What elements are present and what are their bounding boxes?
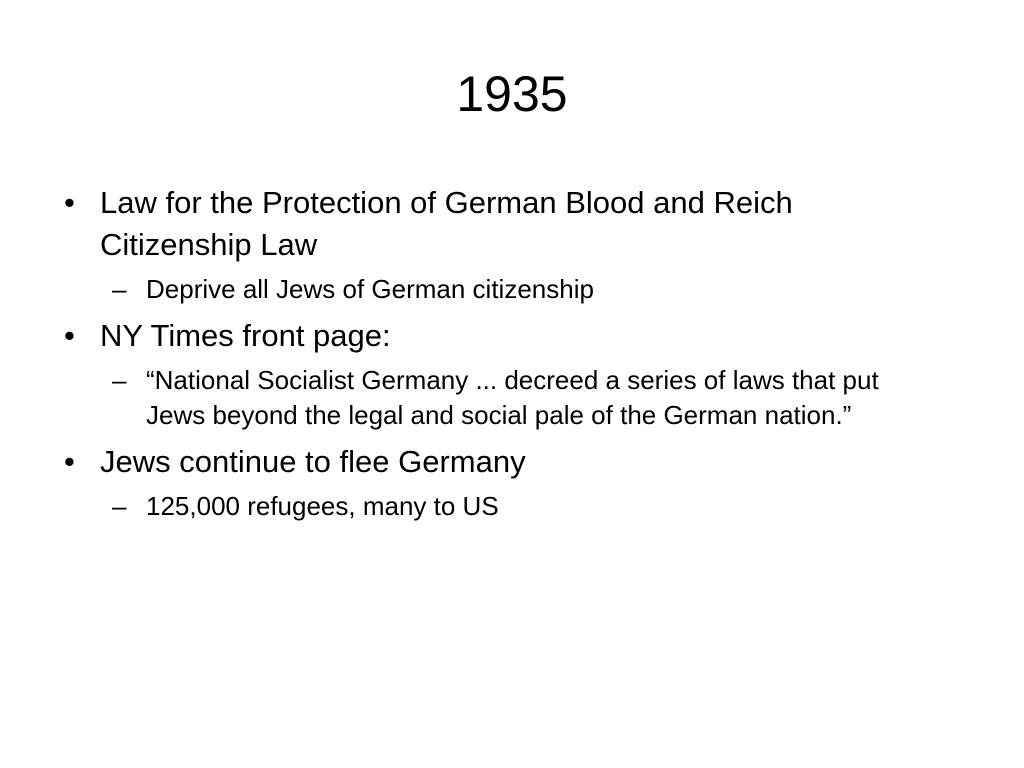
- bullet-item: [60, 441, 940, 483]
- sub-bullet-marker: –: [112, 274, 127, 304]
- slide-content: [60, 182, 940, 532]
- sub-bullet-text: Deprive all Jews of German citizenship: [146, 274, 594, 304]
- bullet-text: NY Times front page:: [100, 318, 391, 353]
- sub-bullet-item: [60, 489, 940, 524]
- bullet-marker: •: [64, 185, 75, 220]
- bullet-text: Law for the Protection of German Blood and Reich Citizenship Law: [100, 185, 793, 262]
- sub-bullet-text: 125,000 refugees, many to US: [146, 491, 499, 521]
- sub-bullet-item: [60, 363, 940, 433]
- slide-title: 1935: [456, 66, 568, 122]
- sub-bullet-text: “National Socialist Germany ... decreed a series of laws that put Jews beyond the legal and social pale of the German nation.”: [146, 365, 879, 430]
- bullet-marker: •: [64, 318, 75, 353]
- bullet-text: Jews continue to flee Germany: [100, 444, 526, 479]
- sub-bullet-marker: –: [112, 491, 127, 521]
- sub-bullet-marker: –: [112, 365, 127, 395]
- sub-bullet-item: [60, 272, 940, 307]
- bullet-marker: •: [64, 444, 75, 479]
- bullet-item: [60, 315, 940, 357]
- bullet-item: [60, 182, 940, 266]
